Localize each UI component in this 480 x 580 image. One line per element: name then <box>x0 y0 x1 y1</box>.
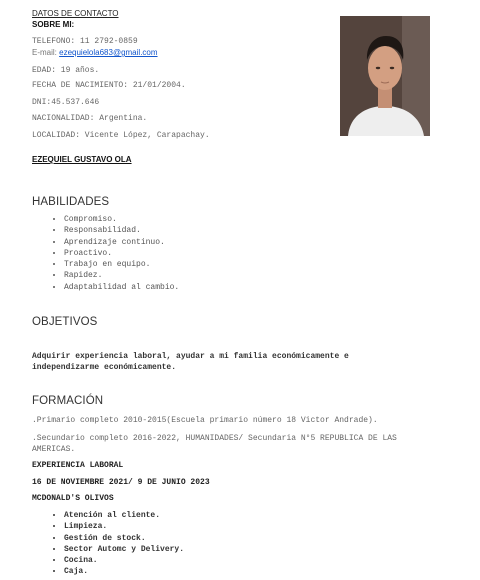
list-item: • Aprendizaje continuo. <box>64 237 179 248</box>
list-item: • Adaptabilidad al cambio. <box>64 282 179 293</box>
education-primary: .Primario completo 2010-2015(Escuela primario número 18 Victor Andrade). <box>32 416 378 425</box>
locality-text: LOCALIDAD: Vicente López, Carapachay. <box>32 131 210 140</box>
email-label: E-mail: <box>32 48 60 57</box>
skills-title: HABILIDADES <box>32 196 110 208</box>
list-item: • Rapidez. <box>64 270 179 281</box>
objectives-text: Adquirir experiencia laboral, ayudar a mi familia económicamente e independizarme económicamente. <box>32 352 349 372</box>
list-item: • Sector Automc y Delivery. <box>64 544 184 555</box>
experience-title: EXPERIENCIA LABORAL <box>32 461 124 470</box>
contact-heading: DATOS DE CONTACTO <box>32 9 119 18</box>
list-item: • Proactivo. <box>64 248 179 259</box>
profile-photo <box>340 16 430 136</box>
person-name: EZEQUIEL GUSTAVO OLA <box>32 155 132 164</box>
birth-text: FECHA DE NACIMIENTO: 21/01/2004. <box>32 81 186 90</box>
list-item: • Responsabilidad. <box>64 225 179 236</box>
phone-text: TELEFONO: 11 2792-0859 <box>32 37 138 46</box>
dni-text: DNI:45.537.646 <box>32 98 100 107</box>
email-link[interactable]: ezequielola683@gmail.com <box>59 48 158 57</box>
list-item: • Cocina. <box>64 555 184 566</box>
list-item: • Limpieza. <box>64 521 184 532</box>
experience-company: MCDONALD'S OLIVOS <box>32 494 114 503</box>
list-item: • Trabajo en equipo. <box>64 259 179 270</box>
list-item: • Gestión de stock. <box>64 533 184 544</box>
age-text: EDAD: 19 años. <box>32 66 100 75</box>
objectives-title: OBJETIVOS <box>32 316 98 328</box>
profile-photo-image <box>340 16 430 136</box>
list-item: • Caja. <box>64 566 184 577</box>
about-heading: SOBRE MI: <box>32 20 75 29</box>
education-secondary: .Secundario completo 2016-2022, HUMANIDADES/ Secundaria N°5 REPUBLICA DE LAS AMERICAS. <box>32 434 397 454</box>
experience-list <box>46 510 184 578</box>
email-line <box>32 48 158 57</box>
education-title: FORMACIÓN <box>32 395 104 407</box>
list-item: • Atención al cliente. <box>64 510 184 521</box>
list-item: • Compromiso. <box>64 214 179 225</box>
experience-dates: 16 DE NOVIEMBRE 2021/ 9 DE JUNIO 2023 <box>32 478 210 487</box>
nationality-text: NACIONALIDAD: Argentina. <box>32 114 148 123</box>
skills-list <box>46 214 179 293</box>
